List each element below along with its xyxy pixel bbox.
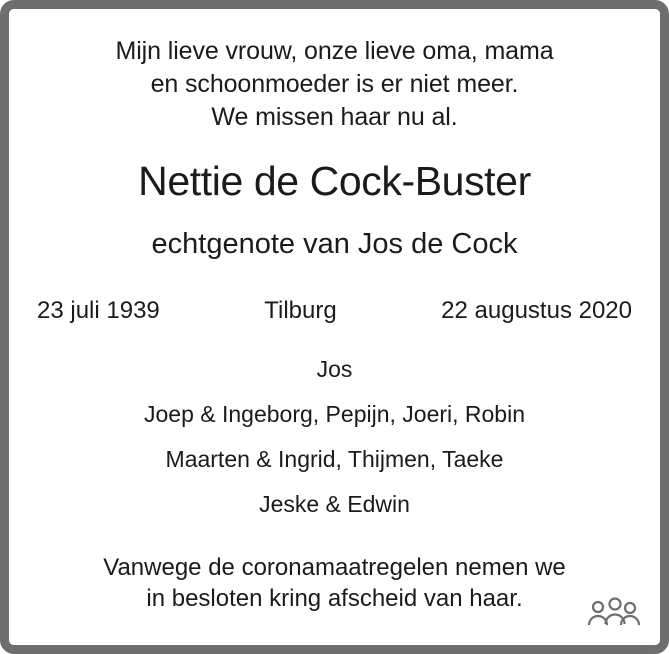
family-list	[35, 355, 634, 517]
intro-line-3: We missen haar nu al.	[211, 102, 458, 131]
closing-text	[103, 552, 566, 615]
family-line: Jos	[316, 355, 353, 382]
death-date: 22 augustus 2020	[441, 296, 632, 324]
birth-date: 23 juli 1939	[37, 296, 160, 324]
dates-row	[35, 297, 634, 325]
intro-line-2: en schoonmoeder is er niet meer.	[150, 69, 519, 98]
intro-text	[115, 35, 553, 133]
family-group-logo-icon	[584, 597, 642, 631]
deceased-name: Nettie de Cock-Buster	[138, 158, 531, 205]
family-line: Joep & Ingeborg, Pepijn, Joeri, Robin	[143, 400, 526, 427]
family-line: Maarten & Ingrid, Thijmen, Taeke	[165, 445, 504, 472]
obituary-content	[9, 9, 660, 645]
closing-line-1: Vanwege de coronamaatregelen nemen we	[103, 553, 566, 581]
spouse-line: echtgenote van Jos de Cock	[151, 228, 518, 261]
closing-line-2: in besloten kring afscheid van haar.	[146, 585, 523, 613]
intro-line-1: Mijn lieve vrouw, onze lieve oma, mama	[115, 37, 554, 65]
family-line: Jeske & Edwin	[259, 490, 410, 517]
place: Tilburg	[264, 296, 337, 324]
